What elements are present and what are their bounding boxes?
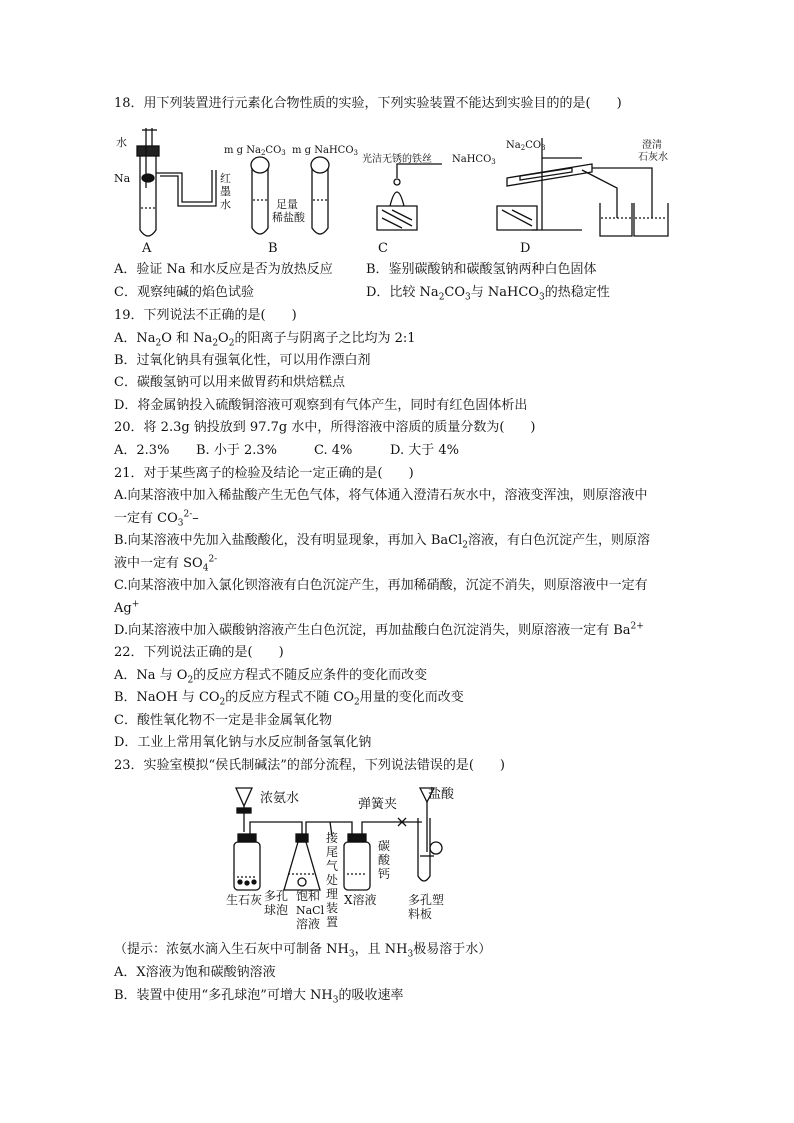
figA-na-label: Na (114, 172, 131, 185)
q23-nacl-label-1: 饱和 (296, 889, 321, 903)
q21-option-a-line1: A.向某溶液中加入稀盐酸产生无色气体，将气体通入澄清石灰水中，溶液变浑浊，则原溶液中 (114, 488, 648, 503)
q19-stem: 19．下列说法不正确的是( ) (114, 308, 297, 323)
q22-option-d: D．工业上常用氧化钠与水反应制备氢氧化钠 (114, 735, 372, 750)
figA-test-tube (140, 146, 156, 236)
q23-plate-label-2: 料板 (408, 907, 433, 921)
q22-option-b: B．NaOH 与 $CO_2$的反应方程式不随 $CO_2$用量的变化而改变 (114, 690, 464, 708)
q21-option-a-line2: 一定有 $CO_3^{2-}-$ (114, 509, 199, 529)
q19-option-b: B．过氧化钠具有强氧化性，可以用作漂白剂 (114, 353, 371, 368)
q23-ammonia-label: 浓氨水 (260, 791, 300, 806)
q23-nacl-label-3: 溶液 (296, 917, 321, 931)
q23-clamp-label: 弹簧夹 (358, 797, 398, 812)
q23-hcl-label: 盐酸 (428, 787, 455, 802)
q23-option-b: B．装置中使用“多孔球泡”可增大 $NH_3$的吸收速率 (114, 988, 404, 1006)
q23-nacl-label-2: NaCl (296, 904, 325, 917)
q21-option-d: D.向某溶液中加入碳酸钠溶液产生白色沉淀，再加盐酸白色沉淀消失，则原溶液一定有 $Ba^{2+}$ (114, 621, 644, 638)
q23-ball-label-1: 多孔 (264, 889, 289, 903)
q23-plate-label-1: 多孔塑 (408, 893, 445, 907)
figB-letter: B (268, 241, 278, 256)
q22-option-c: C．酸性氧化物不一定是非金属氧化物 (114, 713, 332, 728)
figD-lime-label-2: 石灰水 (638, 152, 668, 163)
q20-stem: 20．将 2.3g 钠投放到 97.7g 水中，所得溶液中溶质的质量分数为( ) (114, 420, 536, 435)
q21-option-b-line2: 液中一定有 $SO_4^{2-}$ (114, 554, 218, 574)
q20-option-a: A．2.3% (114, 443, 170, 458)
q23-tail-label-7: 置 (326, 915, 339, 929)
q23-hint: （提示：浓氨水滴入生石灰中可制备 $NH_3$，且 $NH_3$极易溶于水） (114, 942, 492, 960)
q22-stem: 22．下列说法正确的是( ) (114, 645, 284, 660)
figD-na2co3-label: $Na_2CO_3$ (506, 140, 546, 152)
q23-tail-label-3: 气 (326, 859, 339, 873)
q23-caco3-label-3: 钙 (378, 867, 391, 881)
figA-letter: A (142, 241, 152, 256)
figB-mass-label-1: m g $Na_2CO_3$ (224, 145, 286, 157)
q23-stem: 23．实验室模拟“侯氏制碱法”的部分流程，下列说法错误的是( ) (114, 758, 505, 773)
figA-water-label: 水 (116, 136, 127, 149)
q23-caco3-label-2: 酸 (378, 853, 391, 867)
figB-acid-label-1: 足量 (276, 198, 298, 211)
q21-option-c-line2: Ag+ (114, 599, 140, 616)
q20-option-c: C. 4% (314, 443, 353, 458)
figC-letter: C (378, 241, 388, 256)
q18-option-a: A．验证 Na 和水反应是否为放热反应 (114, 262, 333, 277)
q20-option-b: B. 小于 2.3% (196, 443, 277, 458)
q21-stem: 21．对于某些离子的检验及结论一定正确的是( ) (114, 466, 414, 481)
q23-caco3-label-1: 碳 (378, 839, 391, 853)
q18-option-d: D．比较 $Na_2CO_3$与 NaHCO$_3$的热稳定性 (366, 285, 610, 303)
figB-mass-label-2: m g NaHCO$_3$ (292, 145, 358, 157)
q23-option-a: A．X溶液为饱和碳酸钠溶液 (114, 965, 276, 980)
figA-ink-label-1: 红 (220, 172, 231, 185)
q23-lime-label: 生石灰 (226, 893, 263, 907)
q23-tail-label-5: 理 (326, 887, 339, 901)
q18-option-c: C．观察纯碱的焰色试验 (114, 285, 254, 300)
figC-wire-label: 光洁无锈的铁丝 (362, 154, 432, 165)
q18-option-b: B．鉴别碳酸钠和碳酸氢钠两种白色固体 (366, 262, 597, 277)
q23-tail-label-4: 处 (326, 873, 339, 887)
figA-ink-label-2: 墨 (220, 185, 231, 198)
figB-acid-label-2: 稀盐酸 (272, 211, 305, 224)
q23-tail-label-1: 接 (326, 831, 339, 845)
q23-apparatus-figure (222, 782, 462, 932)
figD-nahco3-label: NaHCO$_3$ (452, 154, 496, 166)
q21-option-b-line1: B.向某溶液中先加入盐酸酸化，没有明显现象，再加入 BaCl$_2$溶液，有白色沉淀产生，则原溶 (114, 533, 650, 551)
q21-option-c-line1: C.向某溶液中加入氯化钡溶液有白色沉淀产生，再加稀硝酸，沉淀不消失，则原溶液中一定有 (114, 578, 648, 593)
q23-ball-label-2: 球泡 (264, 903, 289, 917)
q22-option-a: A．Na 与 $O_2$的反应方程式不随反应条件的变化而改变 (114, 668, 428, 686)
q19-option-c: C．碳酸氢钠可以用来做胃药和烘焙糕点 (114, 375, 345, 390)
figD-lime-label-1: 澄清 (642, 140, 662, 151)
q19-option-a: A．$Na_2O$ 和 $Na_2O_2$的阳离子与阴离子之比均为 2:1 (114, 331, 416, 349)
q20-option-d: D. 大于 4% (390, 443, 459, 458)
figD-letter: D (520, 241, 531, 256)
q23-x-solution-label: X溶液 (344, 893, 377, 907)
q23-tail-label-6: 装 (326, 901, 339, 915)
figA-ink-label-3: 水 (220, 198, 231, 211)
q18-stem: 18．用下列装置进行元素化合物性质的实验，下列实验装置不能达到实验目的的是( ) (114, 96, 622, 111)
q23-tail-label-2: 尾 (326, 845, 339, 859)
q18-apparatus-figure (112, 118, 692, 258)
q19-option-d: D．将金属钠投入硫酸铜溶液可观察到有气体产生，同时有红色固体析出 (114, 398, 528, 413)
